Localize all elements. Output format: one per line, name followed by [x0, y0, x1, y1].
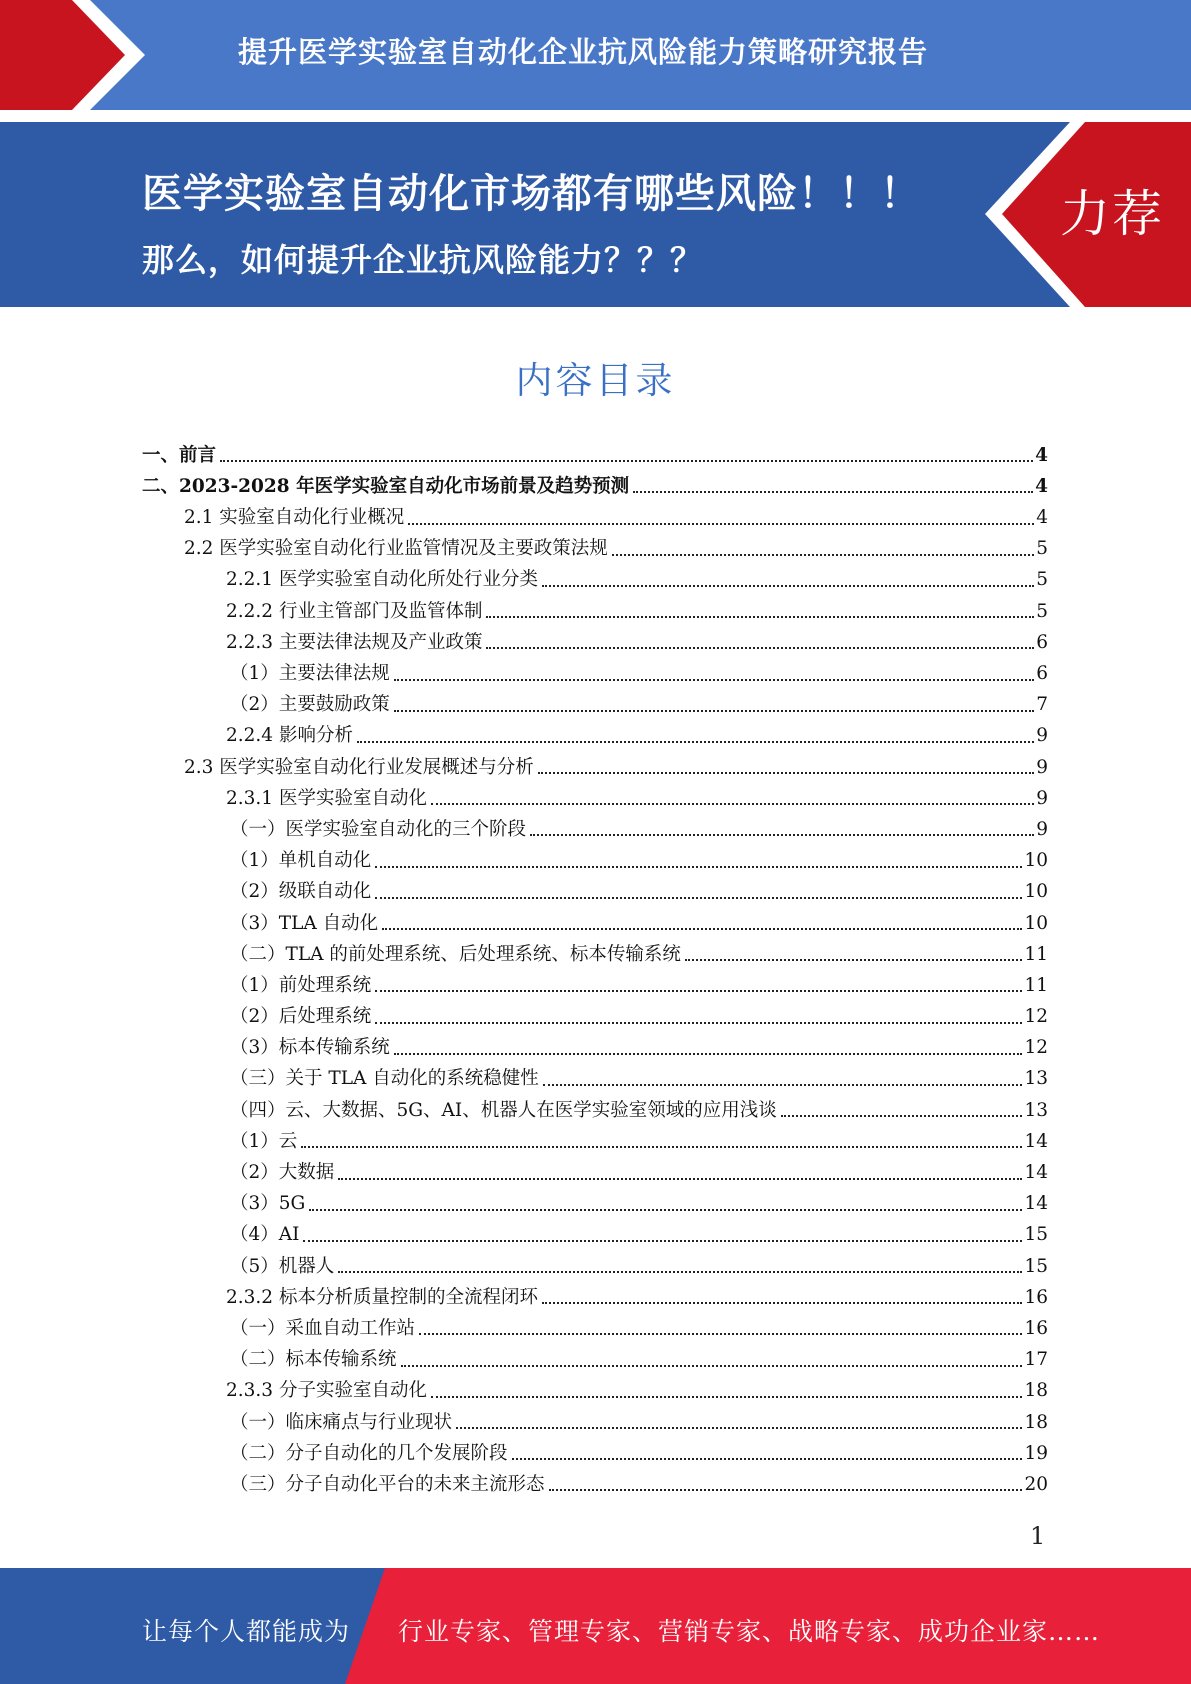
- toc-entry-label: （一）临床痛点与行业现状: [230, 1411, 453, 1433]
- toc-leader-dots: [612, 553, 1034, 556]
- toc-entry[interactable]: [142, 1030, 1048, 1061]
- toc-leader-dots: [301, 1145, 1022, 1148]
- toc-entry-page: 13: [1024, 1099, 1048, 1121]
- toc-leader-dots: [375, 896, 1022, 899]
- banner-divider: [0, 110, 1191, 122]
- toc-leader-dots: [394, 1052, 1023, 1055]
- toc-entry-label: （二）标本传输系统: [230, 1349, 397, 1371]
- toc-entry[interactable]: [142, 624, 1048, 655]
- toc-entry[interactable]: [142, 1061, 1048, 1092]
- toc-leader-dots: [456, 1426, 1022, 1429]
- toc-entry-label: 2.2.2 行业主管部门及监管体制: [226, 600, 483, 622]
- toc-entry-label: （二）TLA 的前处理系统、后处理系统、标本传输系统: [230, 943, 681, 965]
- toc-leader-dots: [375, 1021, 1022, 1024]
- top-banner: [0, 0, 1191, 110]
- toc-entry-label: （1）单机自动化: [230, 850, 372, 872]
- toc-entry-page: 9: [1036, 818, 1048, 840]
- toc-entry-label: （1）云: [230, 1130, 298, 1152]
- toc-leader-dots: [375, 865, 1022, 868]
- toc-leader-dots: [357, 740, 1034, 743]
- toc-entry-page: 18: [1024, 1380, 1048, 1402]
- toc-entry-page: 5: [1036, 538, 1048, 560]
- toc-entry-page: 16: [1024, 1317, 1048, 1339]
- toc-entry-page: 12: [1024, 1037, 1048, 1059]
- toc-entry-label: 2.3.3 分子实验室自动化: [226, 1380, 427, 1402]
- toc-entry[interactable]: [142, 1466, 1048, 1497]
- toc-entry-label: （四）云、大数据、5G、AI、机器人在医学实验室领域的应用浅谈: [230, 1099, 777, 1121]
- toc-entry-label: （3）标本传输系统: [230, 1037, 390, 1059]
- toc-leader-dots: [530, 833, 1034, 836]
- report-banner-title: 提升医学实验室自动化企业抗风险能力策略研究报告: [238, 35, 929, 69]
- toc-entry[interactable]: [142, 499, 1048, 530]
- toc-entry[interactable]: [142, 1435, 1048, 1466]
- toc-leader-dots: [394, 678, 1034, 681]
- toc-entry-page: 10: [1024, 881, 1048, 903]
- toc-leader-dots: [512, 1457, 1023, 1460]
- toc-entry-label: （2）主要鼓励政策: [230, 694, 390, 716]
- toc-entry[interactable]: [142, 998, 1048, 1029]
- toc-entry-page: 16: [1024, 1286, 1048, 1308]
- toc-entry[interactable]: [142, 967, 1048, 998]
- toc-leader-dots: [375, 989, 1022, 992]
- toc-entry[interactable]: [142, 1248, 1048, 1279]
- toc-entry[interactable]: [142, 1154, 1048, 1185]
- toc-entry-label: （2）后处理系统: [230, 1006, 372, 1028]
- hero-title: 医学实验室自动化市场都有哪些风险！！！: [142, 171, 921, 217]
- toc-leader-dots: [486, 615, 1034, 618]
- toc-entry[interactable]: [142, 1123, 1048, 1154]
- toc-leader-dots: [408, 522, 1034, 525]
- toc-entry-label: （一）医学实验室自动化的三个阶段: [230, 818, 527, 840]
- footer-banner: [0, 1568, 1191, 1684]
- toc-entry[interactable]: [142, 1217, 1048, 1248]
- toc-leader-dots: [303, 1239, 1022, 1242]
- toc-entry[interactable]: [142, 811, 1048, 842]
- toc-leader-dots: [633, 490, 1033, 493]
- hero-section: [0, 122, 1191, 307]
- toc-entry[interactable]: [142, 1341, 1048, 1372]
- toc-leader-dots: [486, 646, 1034, 649]
- toc-entry-label: （3）TLA 自动化: [230, 912, 379, 934]
- toc-entry-page: 5: [1036, 600, 1048, 622]
- toc-entry-page: 14: [1024, 1193, 1048, 1215]
- toc-entry-label: （1）主要法律法规: [230, 663, 390, 684]
- hero-subtitle: 那么，如何提升企业抗风险能力？？？: [142, 241, 704, 279]
- toc-entry[interactable]: [142, 1404, 1048, 1435]
- toc-entry-page: 11: [1024, 943, 1048, 965]
- toc-leader-dots: [338, 1270, 1022, 1273]
- toc-entry-page: 20: [1024, 1473, 1048, 1495]
- toc-entry-label: （4）AI: [230, 1224, 300, 1246]
- toc-entry-label: （二）分子自动化的几个发展阶段: [230, 1442, 508, 1464]
- toc-leader-dots: [685, 958, 1023, 961]
- toc-entry-page: 18: [1024, 1411, 1048, 1433]
- toc-entry[interactable]: [142, 562, 1048, 593]
- toc-entry-page: 6: [1036, 663, 1048, 684]
- toc-entry-label: 2.2.3 主要法律法规及产业政策: [226, 631, 483, 653]
- toc-leader-dots: [542, 584, 1034, 587]
- toc-entry[interactable]: [142, 655, 1048, 686]
- toc-entry[interactable]: [142, 531, 1048, 562]
- toc-entry-label: （一）采血自动工作站: [230, 1317, 416, 1339]
- toc-leader-dots: [338, 1177, 1022, 1180]
- toc-entry[interactable]: [142, 468, 1048, 499]
- toc-entry-page: 11: [1024, 974, 1048, 996]
- toc-entry[interactable]: [142, 874, 1048, 905]
- toc-entry-page: 6: [1036, 631, 1048, 653]
- toc-entry-page: 4: [1035, 444, 1048, 466]
- toc-leader-dots: [543, 1083, 1023, 1086]
- toc-heading: 内容目录: [515, 359, 676, 402]
- toc-entry-label: 2.3.1 医学实验室自动化: [226, 787, 427, 809]
- toc-entry[interactable]: [142, 842, 1048, 873]
- toc-entry-page: 10: [1024, 912, 1048, 934]
- toc-entry-page: 4: [1035, 475, 1048, 497]
- footer-slogan-left: 让每个人都能成为: [142, 1617, 351, 1646]
- recommend-badge: 力荐: [1060, 185, 1164, 243]
- toc-entry-page: 17: [1024, 1349, 1048, 1371]
- toc-entry-page: 13: [1024, 1068, 1048, 1090]
- table-of-contents: [142, 437, 1048, 1497]
- toc-entry-label: （三）分子自动化平台的未来主流形态: [230, 1473, 545, 1495]
- toc-entry-page: 10: [1024, 850, 1048, 872]
- toc-entry-label: （5）机器人: [230, 1255, 335, 1277]
- toc-entry-page: 9: [1036, 756, 1048, 778]
- toc-leader-dots: [309, 1208, 1022, 1211]
- toc-entry-page: 19: [1024, 1442, 1048, 1464]
- toc-entry[interactable]: [142, 1310, 1048, 1341]
- toc-entry-label: （2）级联自动化: [230, 881, 372, 903]
- toc-entry[interactable]: [142, 780, 1048, 811]
- toc-leader-dots: [549, 1488, 1023, 1491]
- toc-leader-dots: [401, 1364, 1023, 1367]
- toc-leader-dots: [394, 709, 1034, 712]
- toc-entry[interactable]: [142, 1373, 1048, 1404]
- toc-entry-label: 2.3.2 标本分析质量控制的全流程闭环: [226, 1286, 538, 1308]
- toc-entry[interactable]: [142, 905, 1048, 936]
- toc-leader-dots: [781, 1114, 1023, 1117]
- toc-entry-label: （3）5G: [230, 1193, 306, 1215]
- top-chevron-decoration: [0, 0, 160, 110]
- toc-entry-label: 2.2 医学实验室自动化行业监管情况及主要政策法规: [184, 538, 608, 560]
- toc-entry-page: 9: [1036, 787, 1048, 809]
- footer-slogan-right: 行业专家、管理专家、营销专家、战略专家、成功企业家……: [398, 1617, 1101, 1646]
- toc-entry-page: 5: [1036, 569, 1048, 591]
- toc-entry-label: 2.2.1 医学实验室自动化所处行业分类: [226, 569, 538, 591]
- toc-leader-dots: [538, 771, 1034, 774]
- toc-leader-dots: [431, 1395, 1022, 1398]
- toc-entry-label: 2.2.4 影响分析: [226, 725, 353, 747]
- toc-entry[interactable]: [142, 687, 1048, 718]
- toc-leader-dots: [220, 459, 1033, 462]
- toc-entry-label: 一、前言: [142, 444, 217, 466]
- toc-entry-page: 15: [1024, 1224, 1048, 1246]
- toc-entry-page: 12: [1024, 1006, 1048, 1028]
- toc-entry-page: 14: [1024, 1162, 1048, 1183]
- toc-entry-label: 2.3 医学实验室自动化行业发展概述与分析: [184, 756, 534, 778]
- toc-entry-label: （三）关于 TLA 自动化的系统稳健性: [230, 1068, 539, 1090]
- toc-entry-page: 7: [1036, 694, 1048, 716]
- toc-entry-page: 9: [1036, 725, 1048, 747]
- toc-entry[interactable]: [142, 749, 1048, 780]
- toc-entry-page: 15: [1024, 1255, 1048, 1277]
- toc-leader-dots: [419, 1332, 1022, 1335]
- toc-entry-label: （2）大数据: [230, 1162, 335, 1183]
- toc-entry-label: （1）前处理系统: [230, 974, 372, 996]
- toc-leader-dots: [431, 802, 1034, 805]
- toc-entry[interactable]: [142, 936, 1048, 967]
- toc-entry[interactable]: [142, 437, 1048, 468]
- toc-entry-label: 二、2023-2028 年医学实验室自动化市场前景及趋势预测: [142, 475, 630, 497]
- toc-entry-page: 4: [1036, 507, 1048, 529]
- page-number: 1: [1030, 1522, 1046, 1550]
- toc-entry[interactable]: [142, 1186, 1048, 1217]
- toc-leader-dots: [382, 927, 1022, 930]
- toc-entry-label: 2.1 实验室自动化行业概况: [184, 507, 405, 529]
- toc-entry[interactable]: [142, 1279, 1048, 1310]
- toc-entry[interactable]: [142, 593, 1048, 624]
- toc-entry[interactable]: [142, 1092, 1048, 1123]
- toc-entry-page: 14: [1024, 1130, 1048, 1152]
- toc-leader-dots: [542, 1301, 1022, 1304]
- toc-entry[interactable]: [142, 718, 1048, 749]
